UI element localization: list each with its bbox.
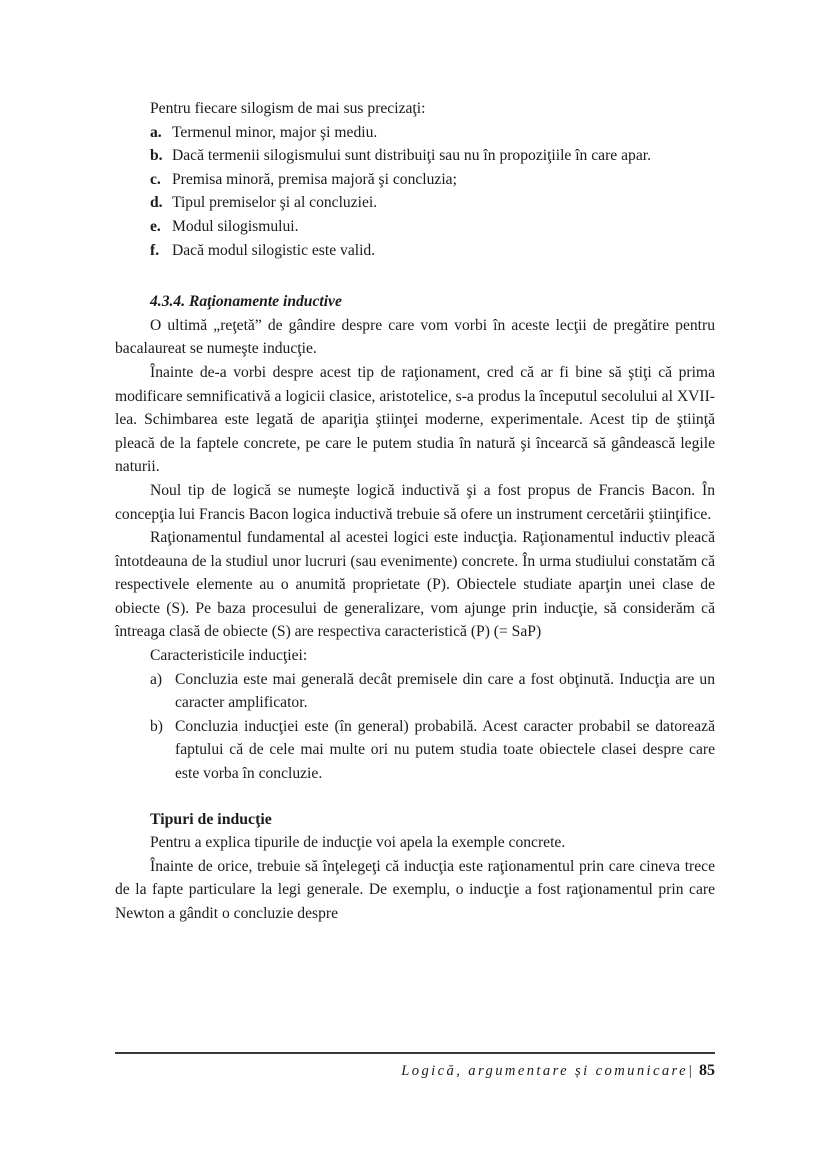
list-item <box>115 144 715 168</box>
section-paragraph: O ultimă „reţetă” de gândire despre care vom vorbi în aceste lecţii de pregătire pentru bacalaureat se numeşte inducţie. <box>115 316 715 358</box>
footer-title: Logică, argumentare și comunicare <box>401 1063 688 1079</box>
list-item-marker: e. <box>150 217 161 235</box>
list-item <box>115 191 715 215</box>
list-item-label: Tipul premiselor şi al concluziei. <box>172 194 378 212</box>
list-item-marker: c. <box>150 170 161 188</box>
list-item-label: Dacă modul silogistic este valid. <box>172 241 376 259</box>
list-item-marker: f. <box>150 241 160 259</box>
list-item-marker: b. <box>150 147 163 165</box>
list-item-marker: a) <box>150 670 163 688</box>
page-footer <box>115 1052 715 1082</box>
spacer <box>115 262 715 290</box>
list-item-label: Dacă termenii silogismului sunt distribuiţi sau nu în propoziţiile în care apar. <box>172 147 651 165</box>
list-item-label: Termenul minor, major şi mediu. <box>172 123 378 141</box>
list-item-marker: d. <box>150 194 163 212</box>
characteristics-lead: Caracteristicile inducţiei: <box>150 647 308 665</box>
footer-separator: | <box>687 1063 692 1079</box>
list-item-label: Modul silogismului. <box>172 217 299 235</box>
list-item <box>115 121 715 145</box>
footer-content <box>115 1060 715 1082</box>
intro-lead: Pentru fiecare silogism de mai sus precizaţi: <box>150 100 426 117</box>
section-paragraph: Noul tip de logică se numeşte logică inductivă şi a fost propus de Francis Bacon. În concepţia lui Francis Bacon logica inductivă trebuie să ofere un instrument cercetării ştiinţifice. <box>115 481 715 523</box>
footer-divider <box>115 1052 715 1054</box>
spacer <box>115 786 715 808</box>
list-item <box>115 168 715 192</box>
list-item <box>115 715 715 786</box>
list-item <box>115 239 715 263</box>
list-item-marker: b) <box>150 717 163 735</box>
page-content <box>115 97 715 926</box>
list-item <box>115 215 715 239</box>
section-heading: 4.3.4. Raţionamente inductive <box>150 293 342 311</box>
list-item-marker: a. <box>150 123 162 141</box>
subsection-paragraph: Pentru a explica tipurile de inducţie voi apela la exemple concrete. <box>150 834 566 852</box>
list-item-label: Concluzia este mai generală decât premisele din care a fost obţinută. Inducţia are un caracter amplificator. <box>175 670 715 712</box>
list-item-label: Premisa minoră, premisa majoră şi concluzia; <box>172 170 457 188</box>
list-item <box>115 668 715 715</box>
list-item-label: Concluzia inducţiei este (în general) probabilă. Acest caracter probabil se datorează faptului că de cele mai multe ori nu putem studia toate obiectele clasei despre care este vorba în concluzie. <box>175 717 715 783</box>
characteristics-list <box>115 668 715 786</box>
exercise-list <box>115 121 715 263</box>
section-paragraph: Raţionamentul fundamental al acestei logici este inducţia. Raţionamentul inductiv pleacă întotdeauna de la studiul unor lucruri (sau evenimente) concrete. În urma studiului constatăm că respectivele elemente au o anumită proprietate (P). Obiectele studiate aparţin unei clase de obiecte (S). Pe baza procesului de generalizare, vom ajunge prin inducţie, să considerăm că întreaga clasă de obiecte (S) are respectiva caracteristică (P) (= SaP) <box>115 529 715 641</box>
page-number: 85 <box>699 1062 715 1079</box>
section-paragraph: Înainte de-a vorbi despre acest tip de raţionament, cred că ar fi bine să ştiţi că prima modificare semnificativă a logicii clasice, aristotelice, s-a produs la începutul secolului al XVII-lea. Schimbarea este legată de apariţia ştiinţei moderne, experimentale. Acest tip de ştiinţă pleacă de la faptele concrete, pe care le putem studia în natură şi încearcă să gândească legile naturii. <box>115 363 715 476</box>
subsection-paragraph: Înainte de orice, trebuie să înţelegeţi că inducţia este raţionamentul prin care cineva trece de la fapte particulare la legi generale. De exemplu, o inducţie a fost raţionamentul prin care Newton a gândit o concluzie despre <box>115 857 715 922</box>
subsection-heading: Tipuri de inducţie <box>150 810 272 828</box>
